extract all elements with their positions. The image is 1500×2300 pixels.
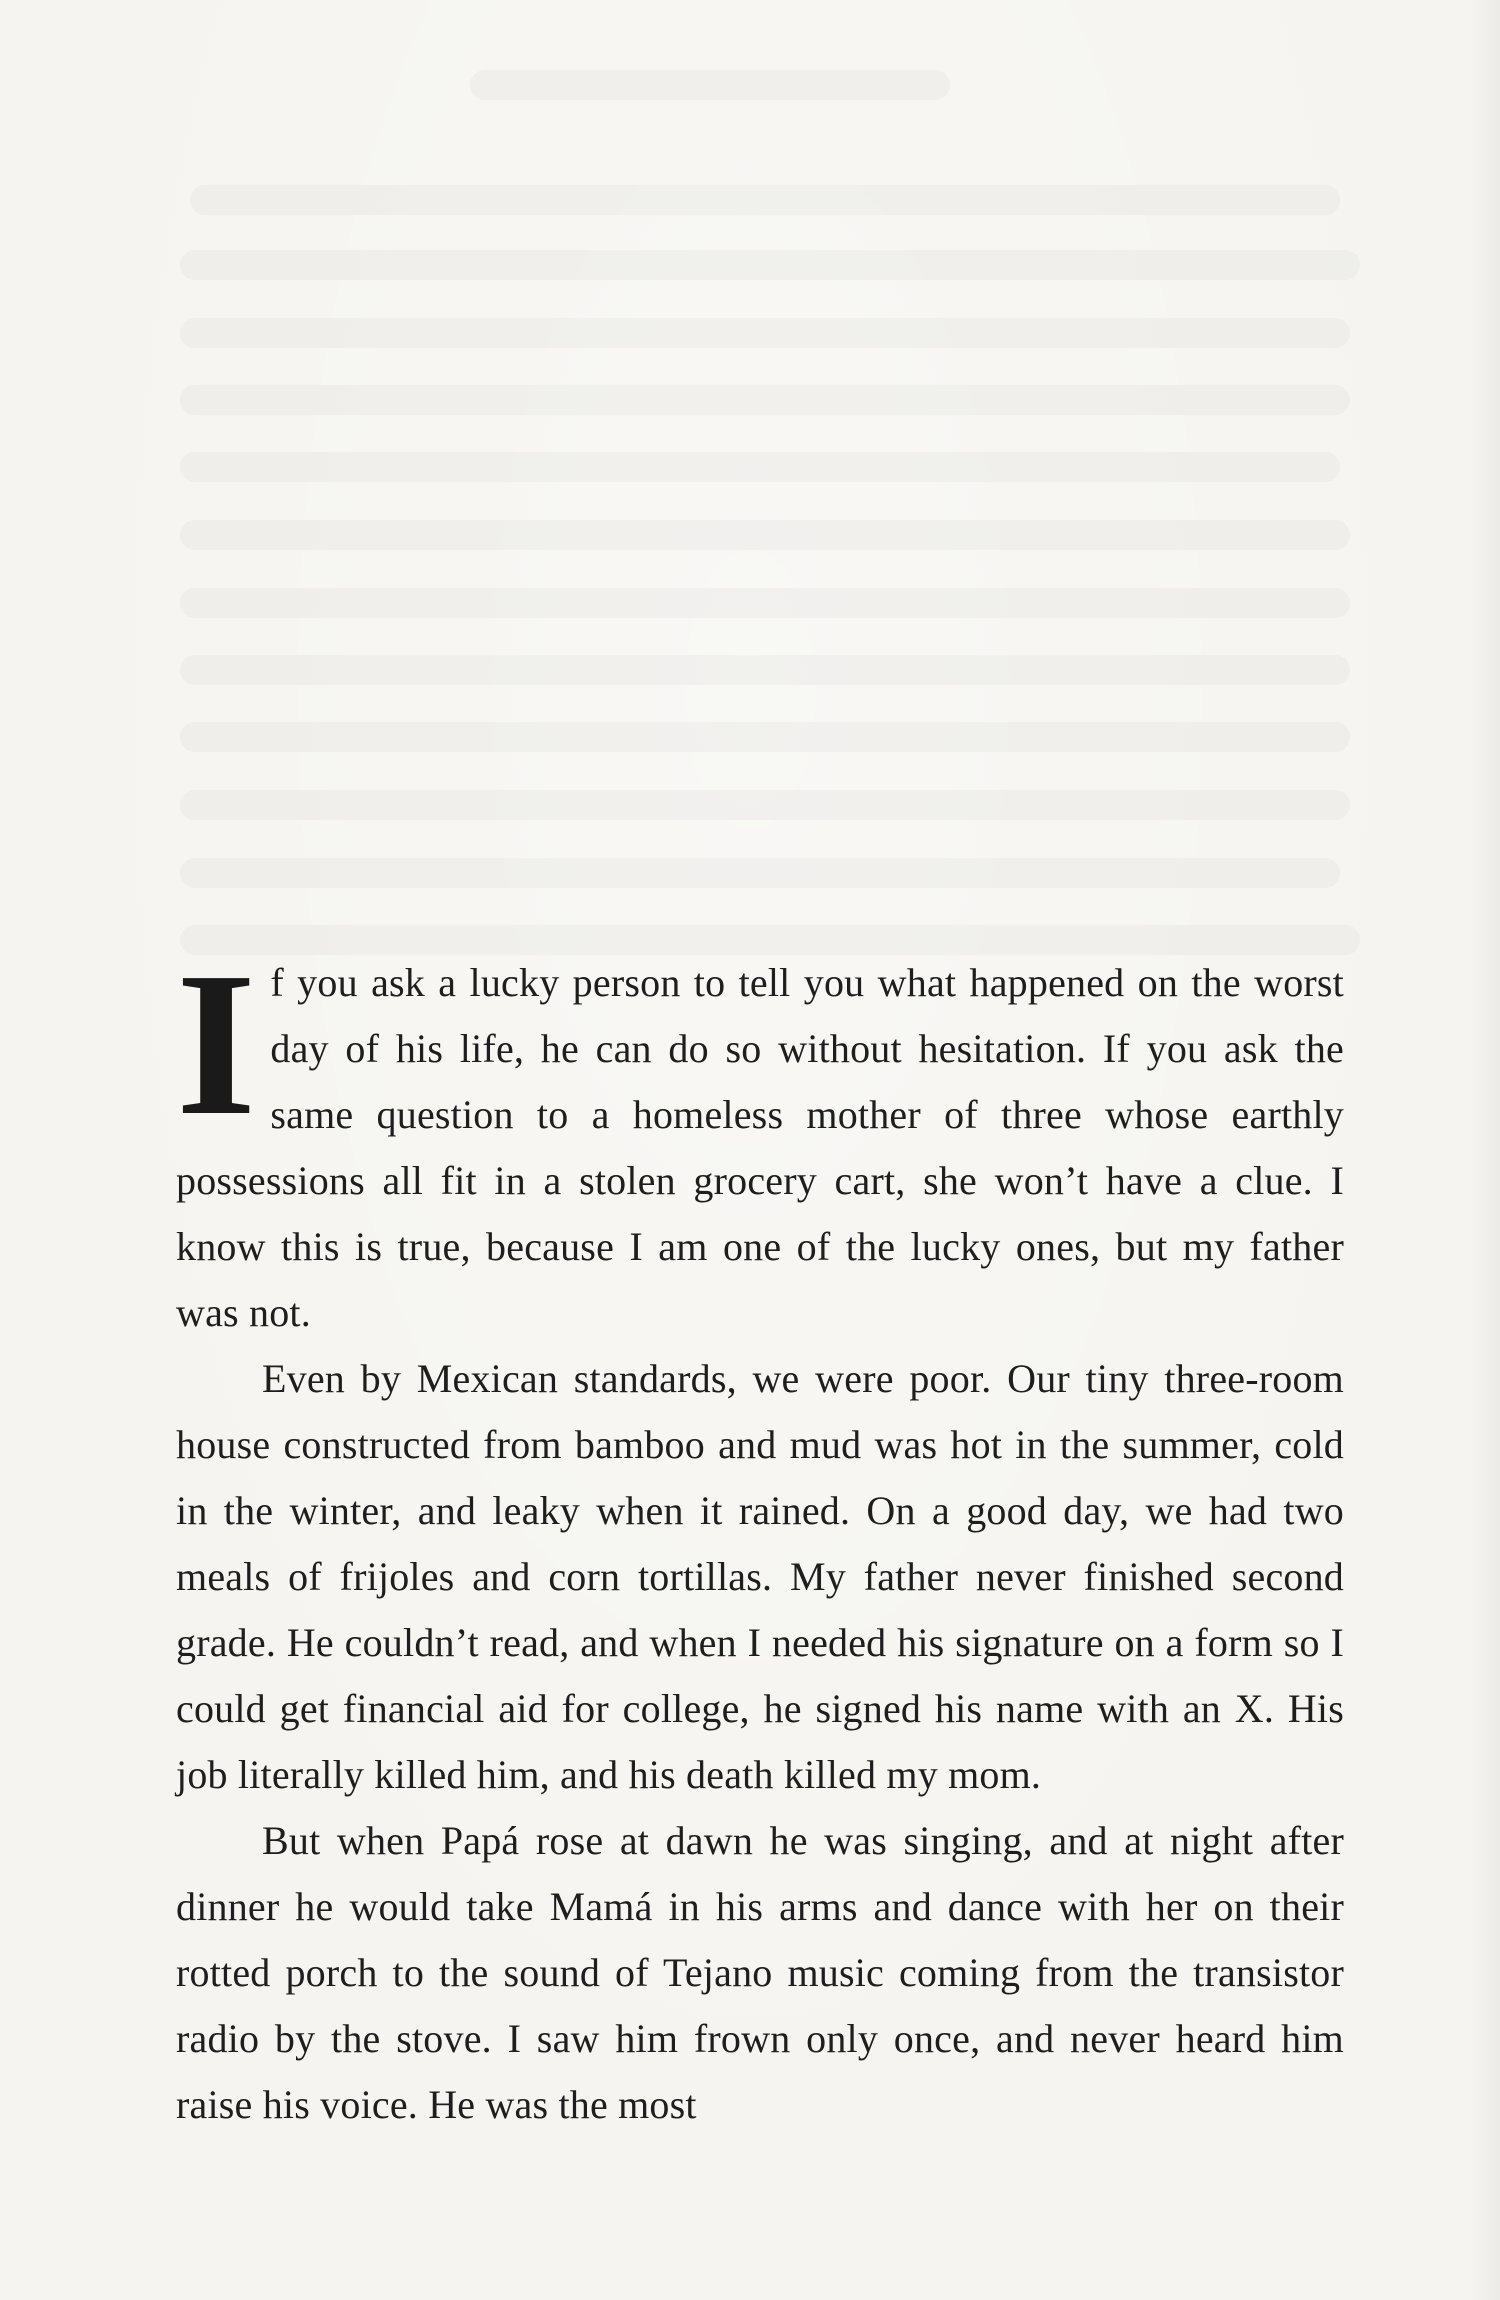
body-text	[176, 929, 1344, 2138]
paragraph-1	[176, 929, 1344, 1346]
page-edge-shadow	[1470, 0, 1500, 2300]
paragraph-1-text: f you ask a lucky person to tell you what happened on the worst day of his life, he can do so without hesitation. If you ask the same question to a homeless mother of three whose earthly possessions all fit in a stolen grocery cart, she won’t have a clue. I know this is true, because I am one of the lucky ones, but my father was not.	[176, 960, 1344, 1335]
paragraph-3: But when Papá rose at dawn he was singing, and at night after dinner he would take Mamá in his arms and dance with her on their rotted porch to the sound of Tejano music coming from the transistor radio by the stove. I saw him frown only once, and never heard him raise his voice. He was the most	[176, 1818, 1344, 2127]
drop-cap: I	[176, 929, 257, 1158]
paragraph-2: Even by Mexican standards, we were poor. Our tiny three-room house constructed from bamboo and mud was hot in the summer, cold in the winter, and leaky when it rained. On a good day, we had two meals of frijoles and corn tortillas. My father never finished second grade. He couldn’t read, and when I needed his signature on a form so I could get financial aid for college, he signed his name with an X. His job literally killed him, and his death killed my mom.	[176, 1356, 1344, 1797]
